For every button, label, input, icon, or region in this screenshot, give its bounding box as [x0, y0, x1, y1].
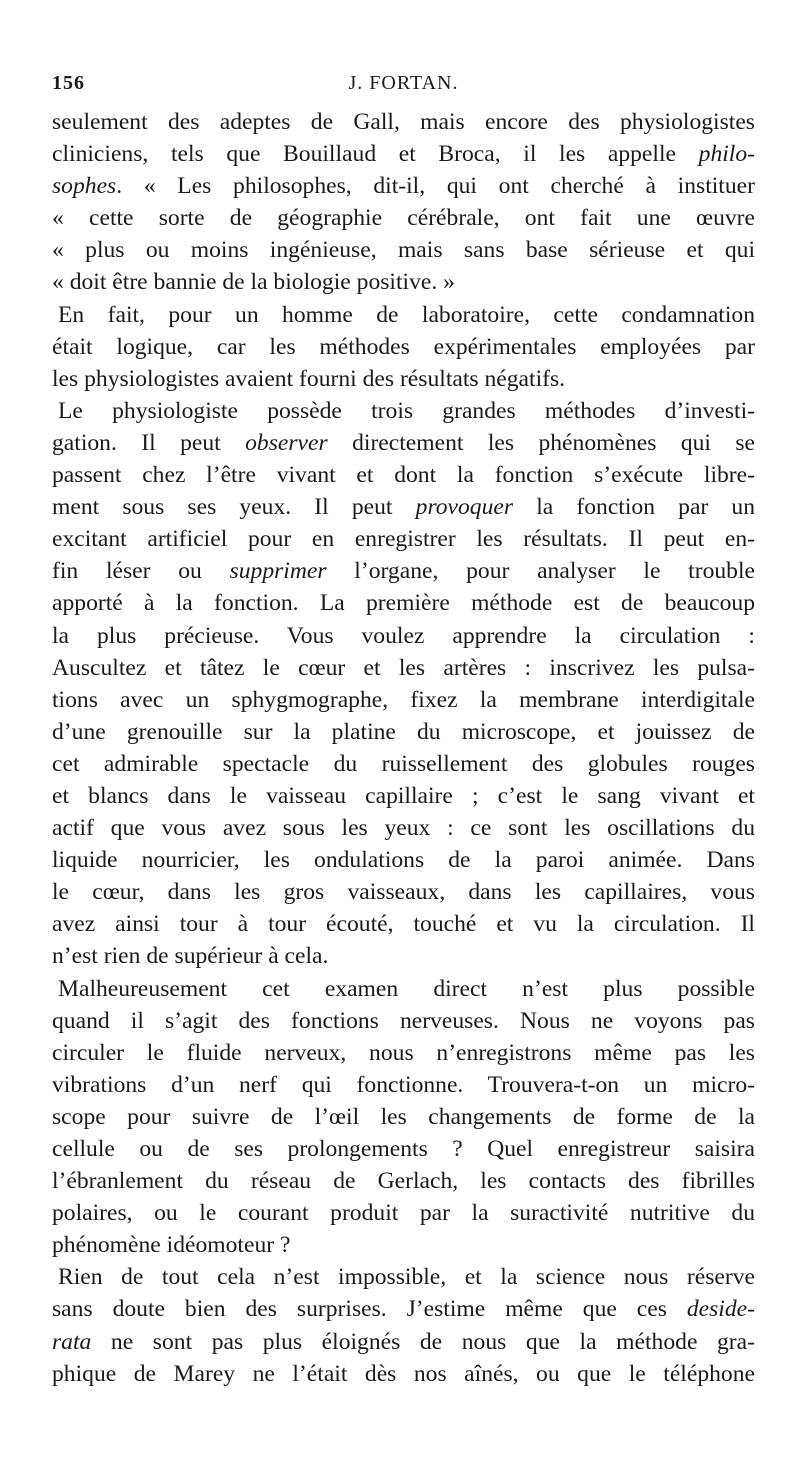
- text-line: [52, 491, 755, 523]
- text-segment: les physiologistes avaient fourni des résultats négatifs.: [52, 365, 566, 392]
- text-segment: n’est rien de supérieur à cela.: [52, 943, 329, 970]
- text-segment: le cœur, dans les gros vaisseaux, dans les capillaires, vous: [52, 879, 755, 906]
- text-segment: polaires, ou le courant produit par la suractivité nutritive du: [52, 1200, 755, 1227]
- text-segment: ment sous ses yeux. Il peut: [52, 494, 416, 521]
- running-head: J. FORTAN.: [348, 72, 459, 94]
- text-line: [52, 716, 755, 748]
- text-segment: « plus ou moins ingénieuse, mais sans base sérieuse et qui: [52, 237, 755, 264]
- text-segment: sans doute bien des surprises. J’estime même que ces: [52, 1296, 687, 1323]
- text-segment: . « Les philosophes, dit-il, qui ont cherché à instituer: [116, 173, 755, 200]
- italic-text: observer: [245, 429, 328, 456]
- text-segment: gation. Il peut: [52, 429, 246, 456]
- text-line: [52, 170, 755, 202]
- text-segment: passent chez l’être vivant et dont la fonction s’exécute libre-: [52, 462, 755, 489]
- text-line: [52, 427, 755, 459]
- text-segment: actif que vous avez sous les yeux : ce sont les oscillations du: [52, 815, 755, 842]
- text-line: [52, 1358, 755, 1390]
- text-line: [52, 555, 755, 587]
- text-segment: phique de Marey ne l’était dès nos aînés, ou que le téléphone: [52, 1360, 755, 1387]
- text-segment: était logique, car les méthodes expérimentales employées par: [52, 333, 755, 360]
- text-segment: d’une grenouille sur la platine du microscope, et jouissez de: [52, 718, 755, 745]
- text-segment: excitant artificiel pour en enregistrer les résultats. Il peut en-: [52, 526, 755, 553]
- text-segment: Le physiologiste possède trois grandes méthodes d’investi-: [58, 397, 755, 424]
- italic-text: rata: [52, 1328, 92, 1355]
- text-segment: ne sont pas plus éloignés de nous que la méthode gra-: [91, 1328, 755, 1355]
- text-line: [52, 363, 755, 395]
- text-segment: « doit être bannie de la biologie positive. »: [52, 269, 455, 296]
- text-segment: cliniciens, tels que Bouillaud et Broca, il les appelle: [52, 141, 699, 168]
- book-page: [52, 72, 755, 1390]
- text-line: [52, 138, 755, 170]
- text-segment: apporté à la fonction. La première méthode est de beaucoup: [52, 590, 755, 617]
- italic-text: philo-: [698, 141, 755, 168]
- text-line: [52, 1326, 755, 1358]
- text-segment: vibrations d’un nerf qui fonctionne. Trouvera-t-on un micro-: [52, 1071, 755, 1098]
- text-segment: la fonction par un: [513, 494, 756, 521]
- text-line: [52, 202, 755, 234]
- text-line: [52, 684, 755, 716]
- text-segment: fin léser ou: [52, 558, 230, 585]
- text-segment: phénomène idéomoteur ?: [52, 1232, 291, 1259]
- text-line: [52, 1101, 755, 1133]
- text-line: [52, 908, 755, 940]
- text-segment: Rien de tout cela n’est impossible, et la science nous réserve: [58, 1264, 755, 1291]
- text-segment: tions avec un sphygmographe, fixez la membrane interdigitale: [52, 686, 755, 713]
- text-line: [52, 459, 755, 491]
- text-line: [52, 652, 755, 684]
- text-segment: « cette sorte de géographie cérébrale, ont fait une œuvre: [52, 205, 755, 232]
- text-line: [52, 1197, 755, 1229]
- text-line: [52, 1229, 755, 1261]
- italic-text: deside-: [686, 1296, 755, 1323]
- text-line: [52, 299, 755, 331]
- italic-text: sophes: [52, 173, 117, 200]
- text-segment: directement les phénomènes qui se: [327, 429, 756, 456]
- text-segment: et blancs dans le vaisseau capillaire ; c’est le sang vivant et: [52, 782, 755, 809]
- text-line: [52, 1005, 755, 1037]
- text-segment: avez ainsi tour à tour écouté, touché et vu la circulation. Il: [52, 911, 755, 938]
- text-line: [52, 973, 755, 1005]
- text-line: [52, 940, 755, 972]
- text-segment: Auscultez et tâtez le cœur et les artères : inscrivez les pulsa-: [52, 654, 755, 681]
- text-line: [52, 812, 755, 844]
- text-line: [52, 1133, 755, 1165]
- text-line: [52, 523, 755, 555]
- italic-text: supprimer: [229, 558, 327, 585]
- text-line: [52, 331, 755, 363]
- text-segment: scope pour suivre de l’œil les changements de forme de la: [52, 1103, 755, 1130]
- italic-text: provoquer: [415, 494, 514, 521]
- body-text: [52, 106, 755, 1390]
- text-line: [52, 780, 755, 812]
- text-line: [52, 395, 755, 427]
- text-line: [52, 876, 755, 908]
- text-line: [52, 106, 755, 138]
- text-line: [52, 748, 755, 780]
- text-line: [52, 1261, 755, 1293]
- text-segment: En fait, pour un homme de laboratoire, cette condamnation: [58, 301, 755, 328]
- text-segment: l’organe, pour analyser le trouble: [326, 558, 755, 585]
- text-line: [52, 620, 755, 652]
- text-segment: seulement des adeptes de Gall, mais encore des physiologistes: [52, 109, 755, 135]
- text-line: [52, 1069, 755, 1101]
- text-line: [52, 234, 755, 266]
- text-segment: quand il s’agit des fonctions nerveuses. Nous ne voyons pas: [52, 1007, 755, 1034]
- text-line: [52, 1293, 755, 1325]
- text-line: [52, 844, 755, 876]
- text-line: [52, 1037, 755, 1069]
- text-segment: cellule ou de ses prolongements ? Quel enregistreur saisira: [52, 1136, 755, 1162]
- text-line: [52, 1165, 755, 1197]
- text-line: [52, 587, 755, 619]
- page-number: 156: [52, 72, 85, 94]
- text-segment: Malheureusement cet examen direct n’est plus possible: [58, 975, 755, 1002]
- text-segment: liquide nourricier, les ondulations de la paroi animée. Dans: [52, 847, 755, 874]
- text-segment: cet admirable spectacle du ruissellement des globules rouges: [52, 750, 755, 777]
- text-segment: la plus précieuse. Vous voulez apprendre la circulation :: [52, 622, 755, 649]
- text-segment: circuler le fluide nerveux, nous n’enregistrons même pas les: [52, 1039, 755, 1066]
- page-header: [52, 72, 755, 106]
- text-segment: l’ébranlement du réseau de Gerlach, les contacts des fibrilles: [52, 1168, 755, 1195]
- text-line: [52, 266, 755, 298]
